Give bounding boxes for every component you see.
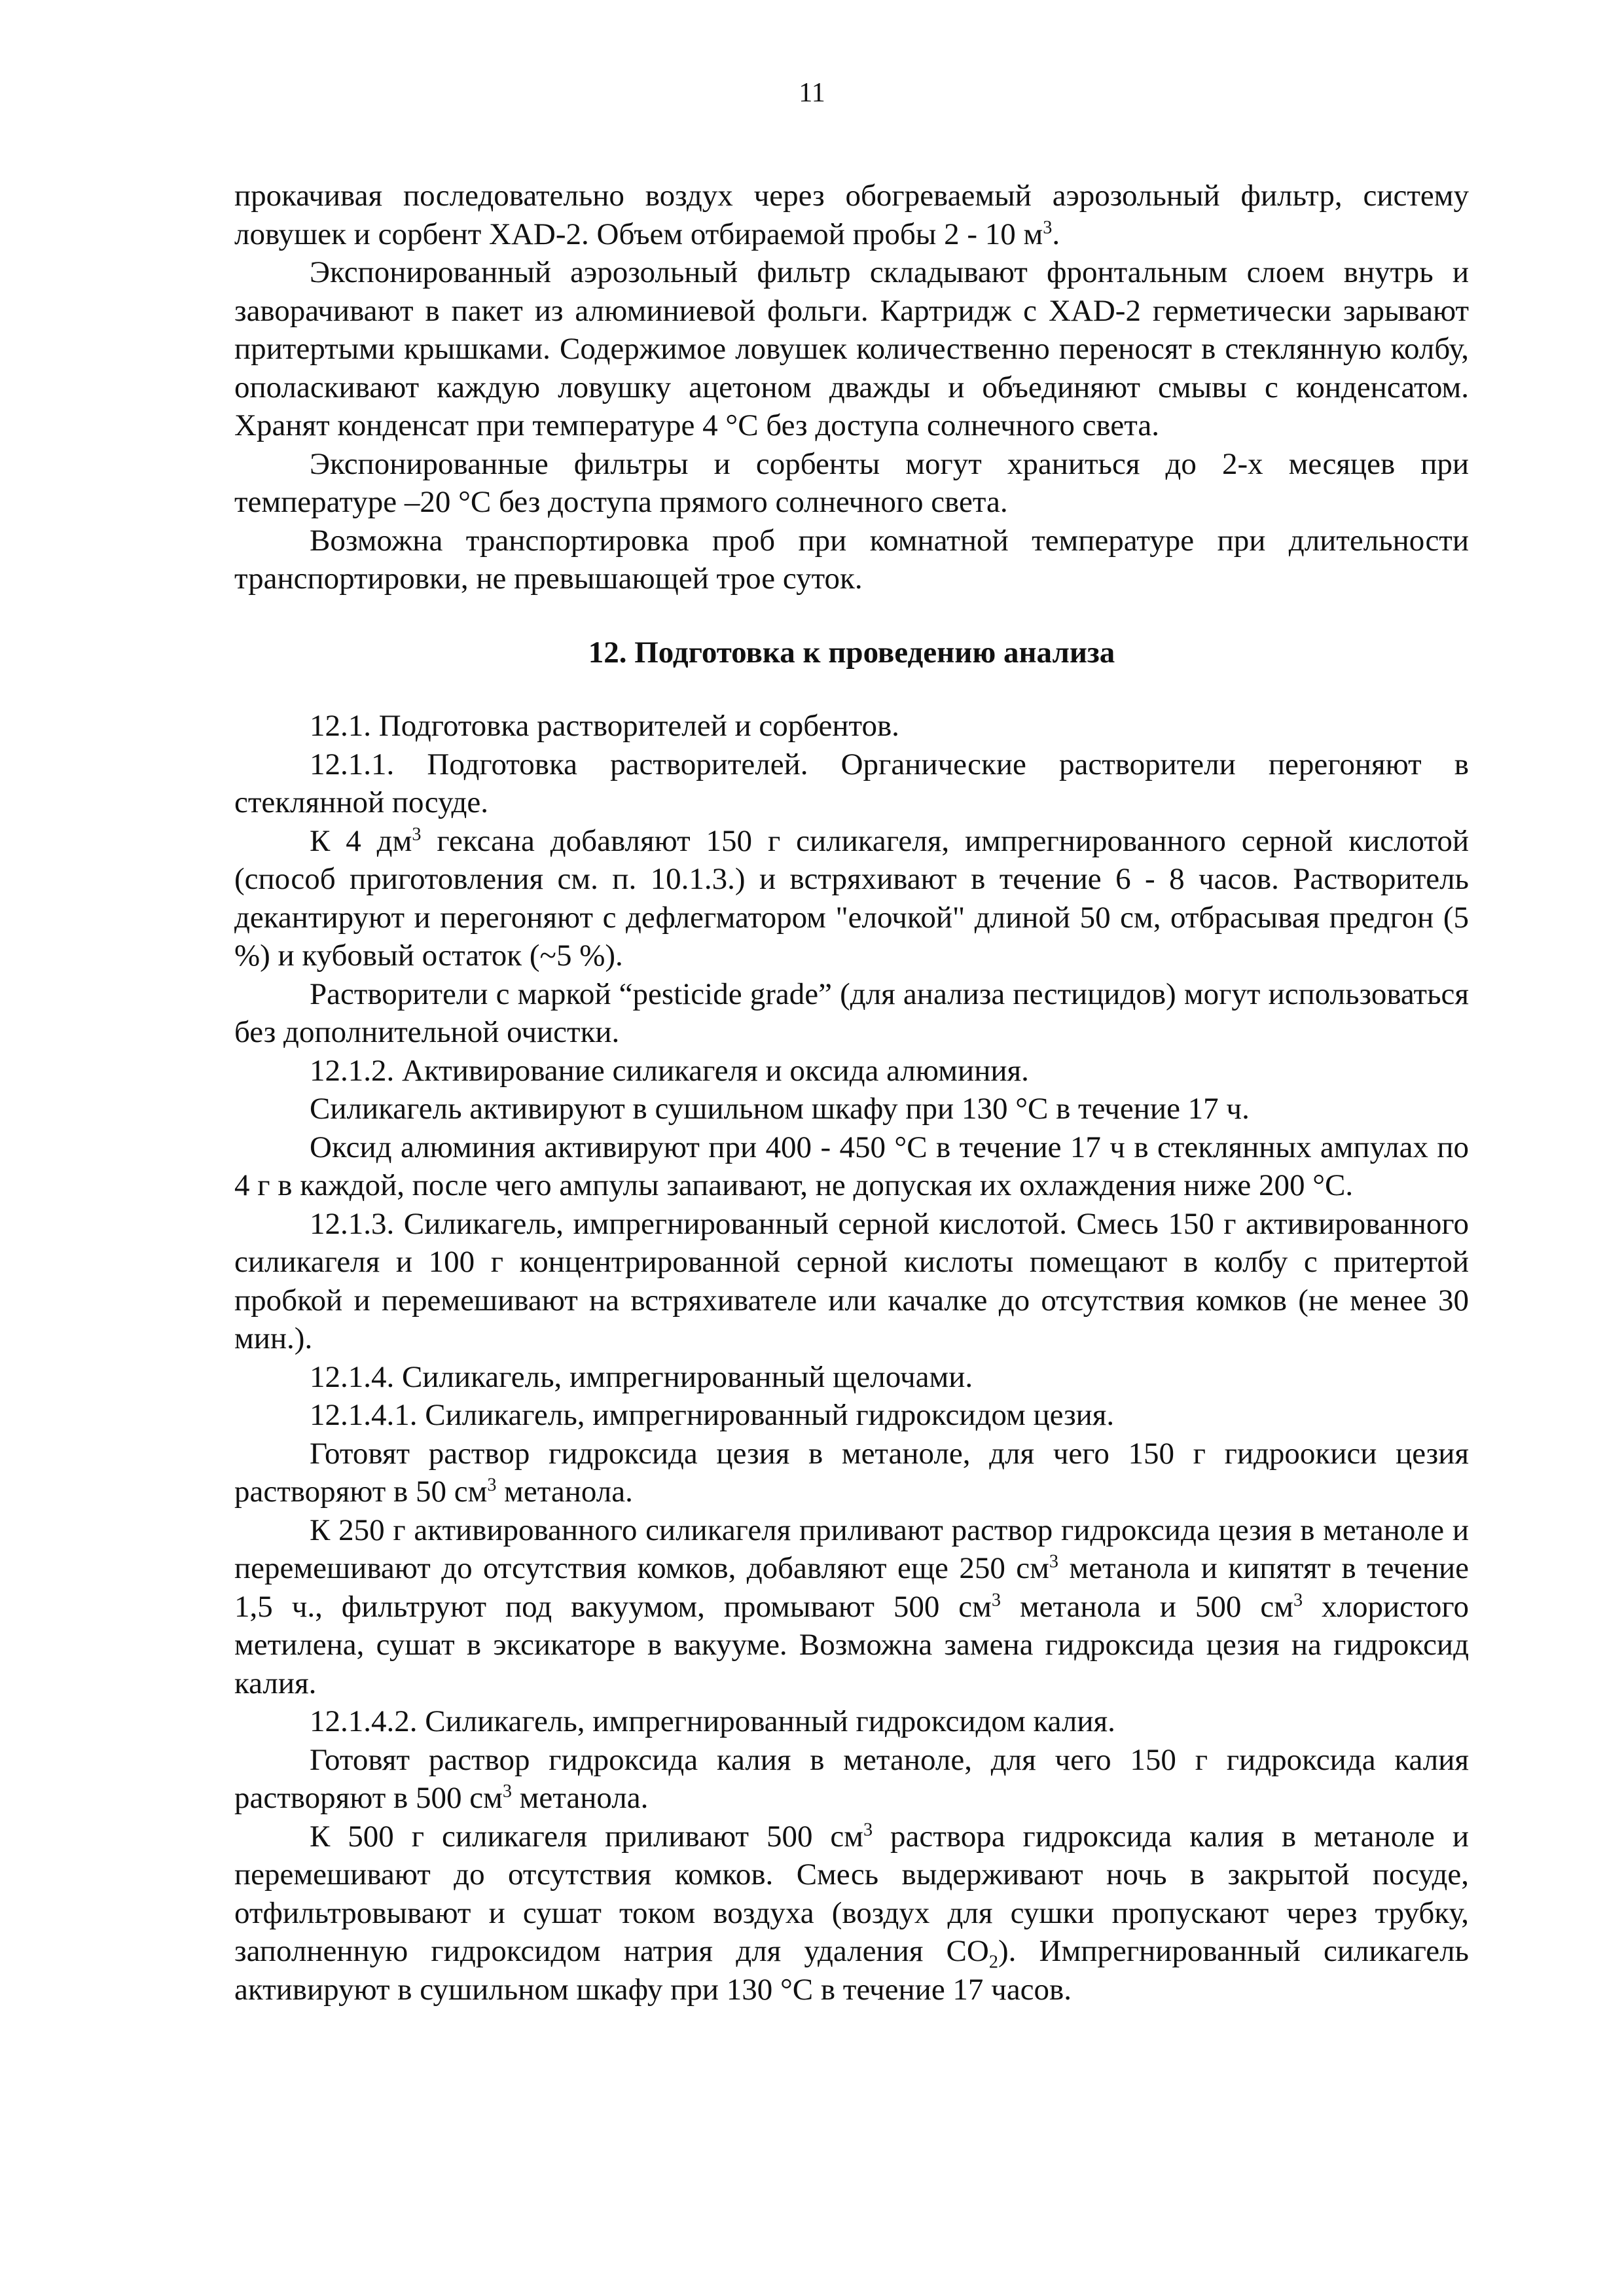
paragraph: прокачивая последовательно воздух через обогреваемый аэрозольный фильтр, систему ловушек и сорбент XAD-2. Объем отбираемой пробы 2 - 10 $м^3$.	[234, 179, 1469, 251]
page-number: 11	[799, 78, 825, 108]
paragraph: Экспонированный аэрозольный фильтр складывают фронтальным слоем внутрь и заворачивают в пакет из алюминиевой фольги. Картридж с XAD-2 герметически зарывают притертыми крышками. Содержимое ловушек количественно переносят в стеклянную колбу, ополаскивают каждую ловушку ацетоном дважды и объединяют смывы с конденсатом. Хранят конденсат при температуре 4 °C без доступа солнечного света.	[234, 255, 1469, 442]
paragraph: К 250 г активированного силикагеля приливают раствор гидроксида цезия в метаноле и перемешивают до отсутствия комков, добавляют еще 250 $см^3$ метанола и кипятят в течение 1,5 ч., фильтруют под вакуумом, промывают 500 $см^3$ метанола и 500 $см^3$ хлористого метилена, сушат в эксикаторе в вакууме. Возможна замена гидроксида цезия на гидроксид калия.	[234, 1513, 1470, 1700]
paragraph: 12.1.4.1. Силикагель, импрегнированный гидроксидом цезия.	[310, 1398, 1115, 1432]
paragraph: Экспонированные фильтры и сорбенты могут храниться до 2-х месяцев при температуре –20 °C без доступа прямого солнечного света.	[234, 446, 1469, 519]
document-body	[234, 177, 1469, 2009]
paragraph: Готовят раствор гидроксида цезия в метаноле, для чего 150 г гидроокиси цезия растворяют в 50 $см^3$ метанола.	[234, 1436, 1469, 1509]
paragraph: 12.1.4. Силикагель, импрегнированный щелочами.	[310, 1359, 973, 1394]
paragraph: 12.1.1. Подготовка растворителей. Органические растворители перегоняют в стеклянной посуде.	[234, 747, 1469, 819]
paragraph: 12.1.3. Силикагель, импрегнированный серной кислотой. Смесь 150 г активированного силикагеля и 100 г концентрированной серной кислоты помещают в колбу с притертой пробкой и перемешивают на встряхивателе или качалке до отсутствия комков (не менее 30 мин.).	[234, 1206, 1469, 1355]
paragraph: Возможна транспортировка проб при комнатной температуре при длительности транспортировки, не превышающей трое суток.	[234, 523, 1469, 596]
paragraph: 12.1.2. Активирование силикагеля и оксида алюминия.	[310, 1053, 1029, 1088]
paragraph: Оксид алюминия активируют при 400 - 450 °C в течение 17 ч в стеклянных ампулах по 4 г в каждой, после чего ампулы запаивают, не допуская их охлаждения ниже 200 °C.	[234, 1130, 1469, 1202]
paragraph: Растворители с маркой “pesticide grade” (для анализа пестицидов) могут использоваться без дополнительной очистки.	[234, 977, 1469, 1049]
paragraph: 12.1.4.2. Силикагель, импрегнированный гидроксидом калия.	[310, 1704, 1115, 1738]
paragraph: К 500 г силикагеля приливают 500 $см^3$ раствора гидроксида калия в метаноле и перемешивают до отсутствия комков. Смесь выдерживают ночь в закрытой посуде, отфильтровывают и сушат током воздуха (воздух для сушки пропускают через трубку, заполненную гидроксидом натрия для удаления $CO_2$). Импрегнированный силикагель активируют в сушильном шкафу при 130 °C в течение 17 часов.	[234, 1819, 1469, 2007]
paragraph: 12.1. Подготовка растворителей и сорбентов.	[310, 709, 899, 743]
paragraph: Силикагель активируют в сушильном шкафу при 130 °C в течение 17 ч.	[310, 1092, 1250, 1126]
paragraph: К 4 $дм^3$ гексана добавляют 150 г силикагеля, импрегнированного серной кислотой (способ приготовления см. п. 10.1.3.) и встряхивают в течение 6 - 8 часов. Растворитель декантируют и перегоняют с дефлегматором "елочкой" длиной 50 см, отбрасывая предгон (5 %) и кубовый остаток (~5 %).	[234, 823, 1470, 973]
section-heading: 12. Подготовка к проведению анализа	[588, 635, 1115, 670]
paragraph: Готовят раствор гидроксида калия в метаноле, для чего 150 г гидроксида калия растворяют в 500 $см^3$ метанола.	[234, 1742, 1469, 1815]
